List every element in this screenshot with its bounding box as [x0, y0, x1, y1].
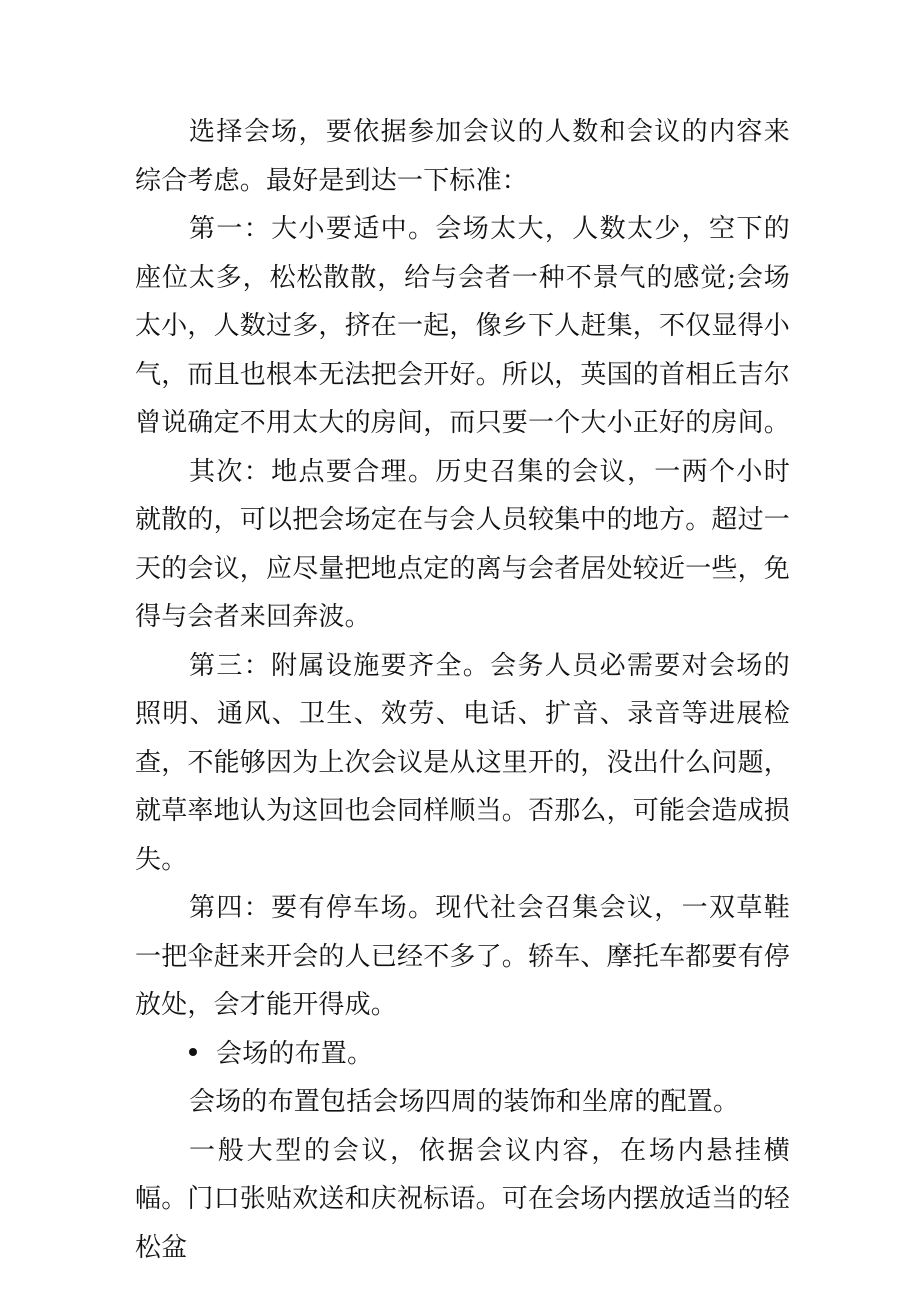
paragraph-intro: 选择会场，要依据参加会议的人数和会议的内容来综合考虑。最好是到达一下标准：	[135, 117, 790, 196]
paragraph-first-size: 第一：大小要适中。会场太大，人数太少，空下的座位太多，松松散散，给与会者一种不景气的感觉;会场太小，人数过多，挤在一起，像乡下人赶集，不仅显得小气，而且也根本无法把会开好。所以，英国的首相丘吉尔曾说确定不用太大的房间，而只要一个大小正好的房间。	[135, 214, 791, 438]
paragraph-fourth-parking: 第四：要有停车场。现代社会召集会议，一双草鞋一把伞赶来开会的人已经不多了。轿车、摩托车都要有停放处，会才能开得成。	[135, 893, 791, 1020]
paragraph-layout-overview: 会场的布置包括会场四周的装饰和坐席的配置。	[189, 1087, 740, 1117]
paragraph-second-location: 其次：地点要合理。历史召集的会议，一两个小时就散的，可以把会场定在与会人员较集中的地方。超过一天的会议，应尽量把地点定的离与会者居处较近一些，免得与会者来回奔波。	[135, 456, 791, 632]
bullet-dot-icon	[189, 1048, 197, 1056]
bullet-item-label: 会场的布置。	[216, 1038, 374, 1069]
paragraph-large-meeting: 一般大型的会议，依据会议内容，在场内悬挂横幅。门口张贴欢送和庆祝标语。可在会场内摆放适当的轻松盆	[135, 1135, 791, 1263]
bullet-item-venue-layout	[135, 1030, 790, 1079]
paragraph-third-facilities: 第三：附属设施要齐全。会务人员必需要对会场的照明、通风、卫生、效劳、电话、扩音、录音等进展检查，不能够因为上次会议是从这里开的，没出什么问题，就草率地认为这回也会同样顺当。否那么，可能会造成损失。	[135, 650, 791, 875]
document-body	[135, 108, 790, 1272]
